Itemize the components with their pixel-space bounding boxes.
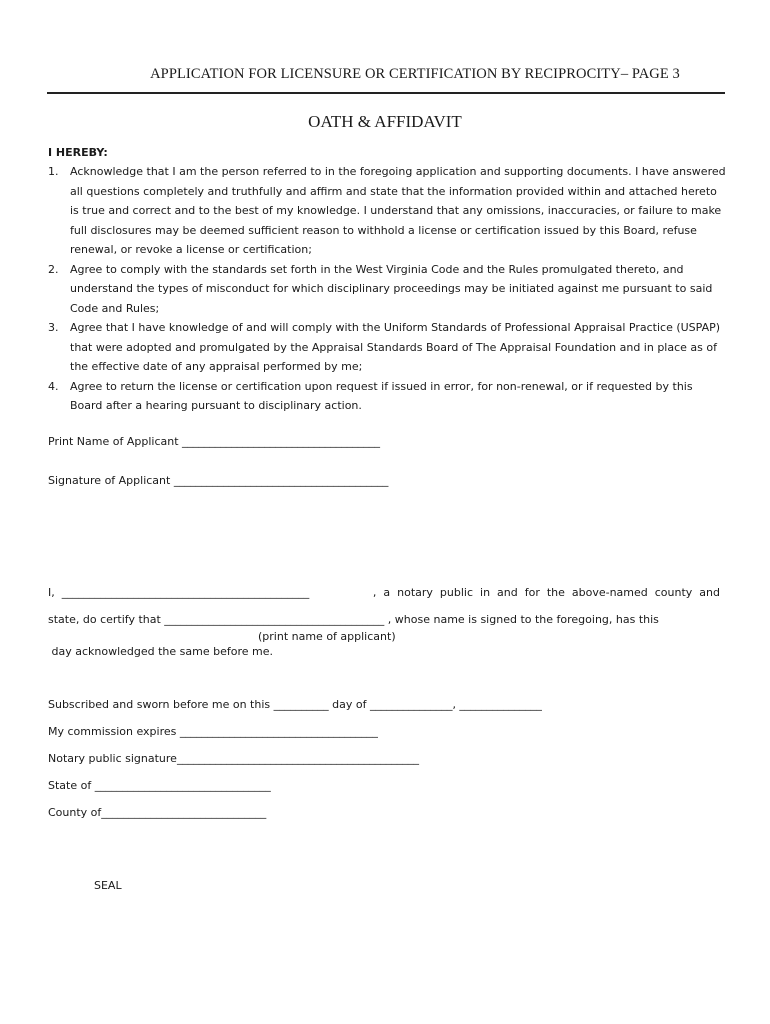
oath-intro: I HEREBY: bbox=[48, 146, 108, 159]
oath-item bbox=[48, 377, 728, 416]
oath-title: OATH & AFFIDAVIT bbox=[308, 112, 462, 131]
notary-name-field[interactable]: I, _____________________________________________ bbox=[48, 586, 310, 599]
oath-item-text: Acknowledge that I am the person referred to in the foregoing application and supporting documents. I have answered all questions completely and truthfully and affirm and state that the information provided within and attached hereto is true and correct and to the best of my knowledge. I understand that any omissions, inaccuracies, or failure to make full disclosures may be deemed sufficient reason to withhold a license or certification issued by this Board, refuse renewal, or revoke a license or certification; bbox=[70, 165, 726, 256]
oath-item-number: 1. bbox=[48, 165, 59, 178]
header-divider bbox=[47, 92, 725, 94]
notary-signature-field[interactable]: Notary public signature____________________________________________ bbox=[48, 752, 419, 765]
print-name-caption: (print name of applicant) bbox=[258, 630, 396, 643]
subscribed-date-field[interactable]: Subscribed and sworn before me on this __________ day of _______________, _______________ bbox=[48, 698, 542, 711]
oath-item-text: Agree to return the license or certification upon request if issued in error, for non-renewal, or if requested by this Board after a hearing pursuant to disciplinary action. bbox=[70, 379, 693, 412]
county-field[interactable]: County of______________________________ bbox=[48, 806, 267, 819]
oath-item bbox=[48, 318, 728, 377]
oath-item-text: Agree to comply with the standards set forth in the West Virginia Code and the Rules promulgated thereto, and understand the types of misconduct for which disciplinary proceedings may be initiated against me pursuant to said Code and Rules; bbox=[70, 262, 713, 315]
state-field[interactable]: State of ________________________________ bbox=[48, 779, 271, 792]
notary-statement-line-3: day acknowledged the same before me. bbox=[48, 645, 273, 658]
signature-field[interactable]: Signature of Applicant _______________________________________ bbox=[48, 474, 389, 487]
notary-statement-line-2[interactable]: state, do certify that ________________________________________ , whose name is signed to the foregoing, has this bbox=[48, 613, 659, 626]
page-header-title: APPLICATION FOR LICENSURE OR CERTIFICATION BY RECIPROCITY– PAGE 3 bbox=[150, 66, 680, 82]
commission-expires-field[interactable]: My commission expires ____________________________________ bbox=[48, 725, 378, 738]
oath-item-text: Agree that I have knowledge of and will comply with the Uniform Standards of Professional Appraisal Practice (USPAP) that were adopted and promulgated by the Appraisal Standards Board of The Appraisal Foundation and in place as of the effective date of any appraisal performed by me; bbox=[70, 321, 721, 373]
oath-item bbox=[48, 162, 728, 260]
oath-list bbox=[48, 162, 728, 416]
oath-item-number: 2. bbox=[48, 262, 59, 276]
notary-statement-line-1 bbox=[48, 586, 720, 599]
print-name-field[interactable]: Print Name of Applicant ____________________________________ bbox=[48, 435, 381, 448]
notary-statement-text: , a notary public in and for the above-named county and bbox=[372, 586, 720, 599]
seal-label: SEAL bbox=[94, 879, 122, 892]
oath-item bbox=[48, 260, 728, 319]
oath-item-number: 3. bbox=[48, 321, 59, 334]
oath-item-number: 4. bbox=[48, 379, 59, 393]
